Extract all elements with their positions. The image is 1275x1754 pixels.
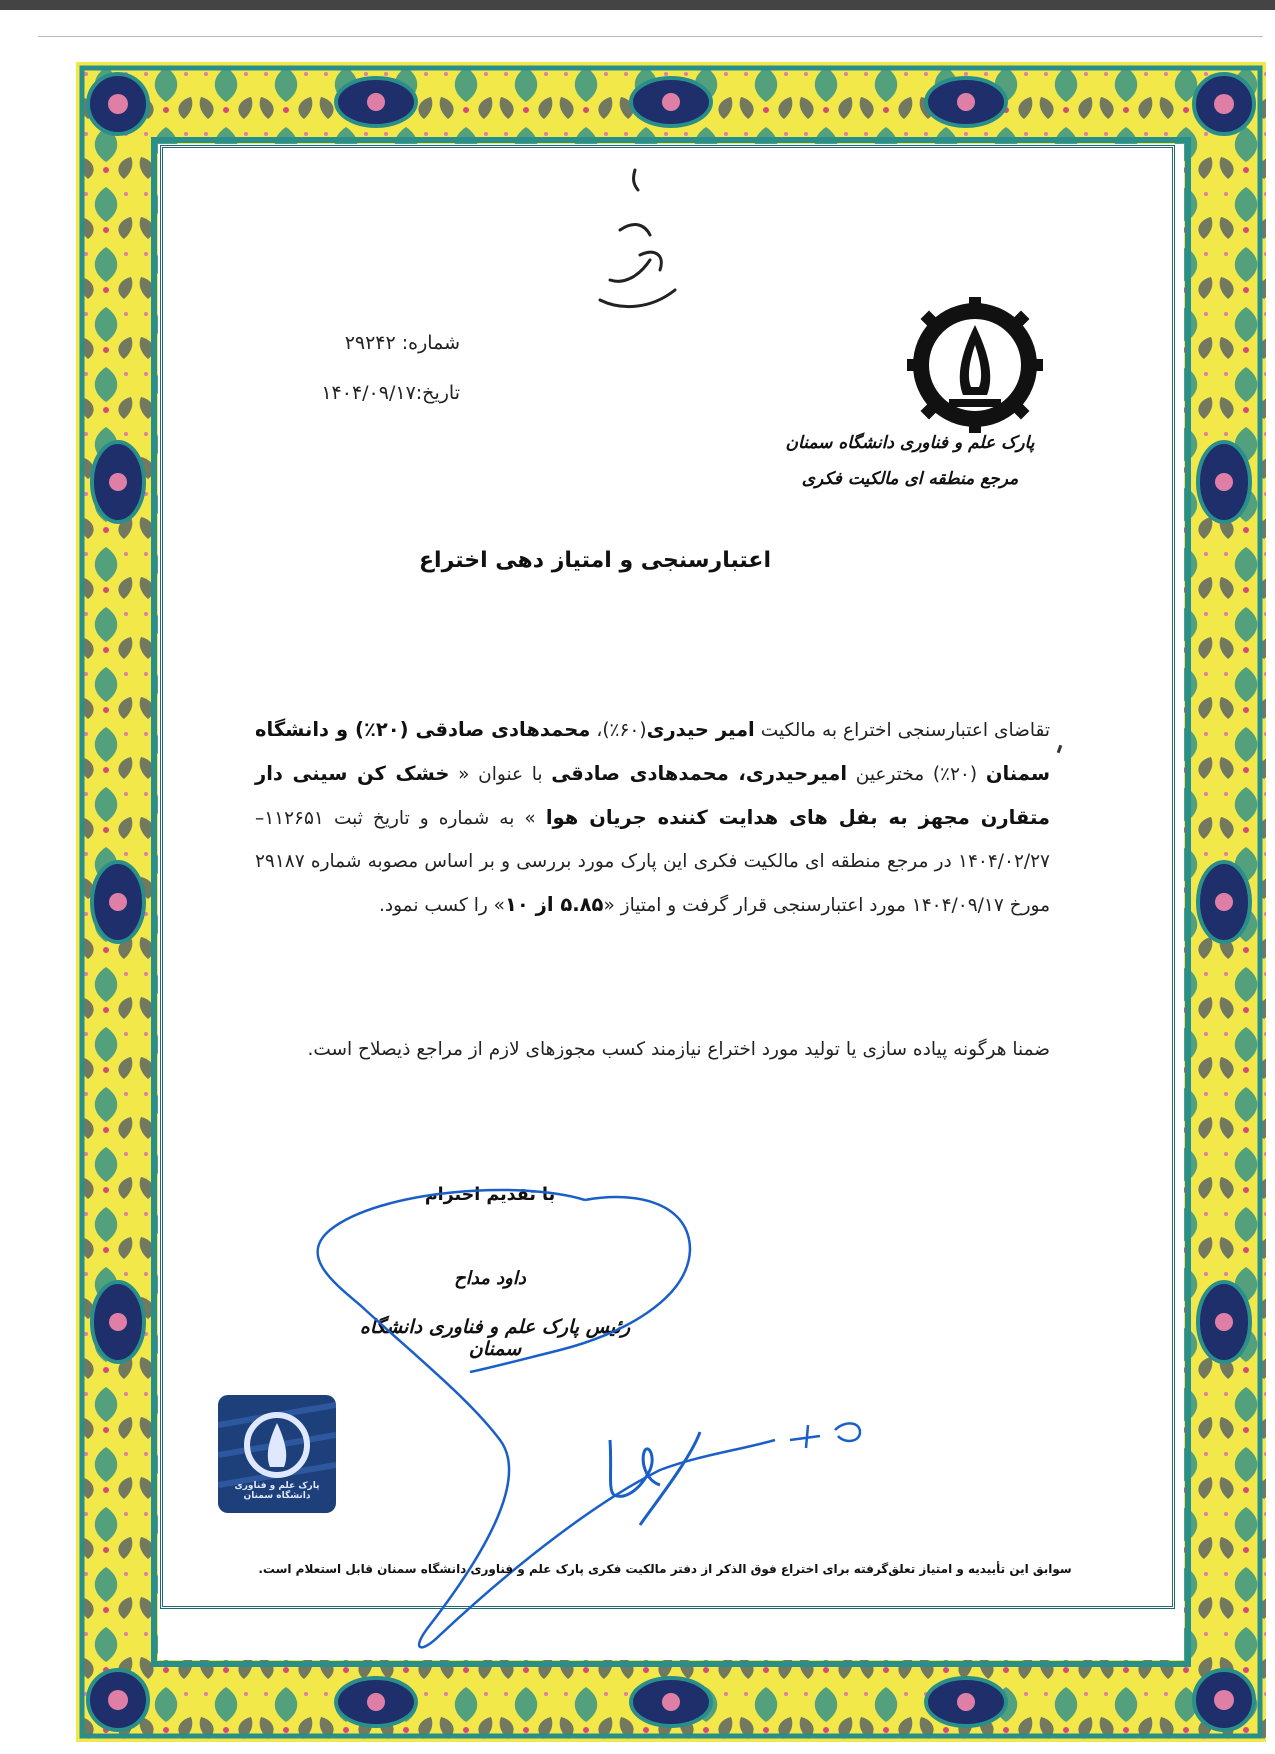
owner-name: دانشگاه سمنان (255, 718, 1051, 785)
body-text: تقاضای اعتبارسنجی اختراع به مالکیت (754, 720, 1050, 741)
stamp-text: پارک علم و فناوری دانشگاه سمنان (234, 1481, 320, 1501)
inventors-names: امیرحیدری، محمدهادی صادقی (551, 762, 848, 785)
letter-number (280, 318, 460, 368)
body-paragraph-2: ضمنا هرگونه پیاده سازی یا تولید مورد اختراع نیازمند کسب مجوزهای لازم از مراجع ذیصلاح است. (307, 1039, 1050, 1060)
body-paragraph-1 (255, 708, 1050, 927)
signer-title: رئیس پارک علم و فناوری دانشگاه سمنان (359, 1316, 631, 1360)
body-text: » را کسب نمود. (378, 895, 505, 916)
letter-date (280, 368, 460, 418)
hologram-stamp (218, 1395, 336, 1513)
invention-title: خشک کن سینی دار متقارن مجهز به بفل های هدایت کننده جریان هوا (255, 762, 1050, 829)
letter-meta (280, 318, 460, 418)
page-title: اعتبارسنجی و امتیاز دهی اختراع (419, 548, 771, 573)
body-text: (۲۰٪) و (329, 718, 416, 741)
body-text: (۶۰٪)، (590, 720, 647, 741)
owner-name: امیر حیدری (646, 718, 755, 741)
footer-note: سوابق این تأییدیه و امتیاز تعلق‌گرفته برای اختراع فوق الذکر از دفتر مالکیت فکری پارک علم و فناوری دانشگاه سمنان قابل استعلام است. (258, 1562, 1072, 1576)
body-text: (۲۰٪) مخترعین (847, 764, 986, 785)
number-label: شماره: (401, 332, 460, 354)
owner-name: محمدهادی صادقی (415, 718, 591, 741)
body-text: » به شماره و تاریخ ثبت ۱۱۲۶۵۱– ۱۴۰۴/۰۲/۲۷ در مرجع منطقه ای مالکیت فکری این پارک مورد بررسی و بر اساس مصوبه شماره ۲۹۱۸۷ مورخ ۱۴۰۴/۰۹/۱۷ مورد اعتبارسنجی قرار گرفت و امتیاز « (255, 808, 1050, 916)
closing-regards: با تقدیم احترام (424, 1185, 556, 1205)
org-caption (780, 425, 1040, 497)
number-value: ۲۹۲۴۲ (344, 332, 396, 354)
body-text: با عنوان « (449, 764, 552, 785)
scan-top-edge (0, 0, 1275, 10)
org-subtitle: مرجع منطقه ای مالکیت فکری (801, 469, 1019, 489)
park-logo-icon (905, 295, 1045, 435)
date-label: تاریخ: (415, 382, 460, 404)
date-value: ۱۴۰۴/۰۹/۱۷ (321, 382, 416, 404)
basmala-calligraphy (580, 160, 700, 360)
scan-thin-line (38, 36, 1263, 37)
org-name: پارک علم و فناوری دانشگاه سمنان (785, 433, 1035, 453)
signer-name: داود مداح (454, 1268, 526, 1289)
score-value: ۵.۸۵ از ۱۰ (505, 893, 604, 916)
